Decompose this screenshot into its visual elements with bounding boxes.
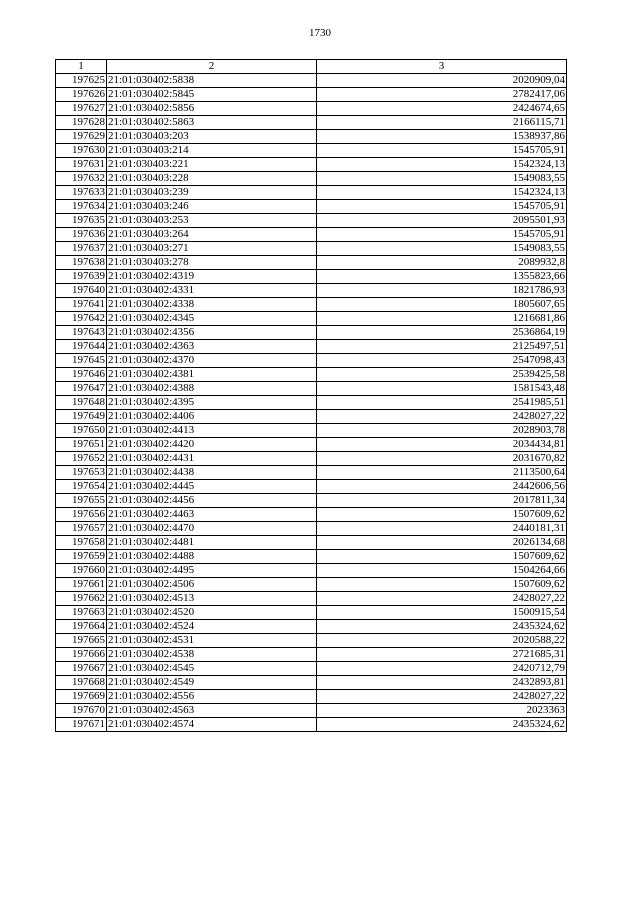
row-number-cell: 197641 [56,298,107,312]
cadastral-number-cell: 21:01:030403:203 [107,130,317,144]
row-number-cell: 197654 [56,480,107,494]
table-row [56,704,567,718]
row-number-cell: 197652 [56,452,107,466]
column-header-3: 3 [317,60,567,74]
row-number-cell: 197628 [56,116,107,130]
value-cell: 1216681,86 [317,312,567,326]
row-number-cell: 197667 [56,662,107,676]
cadastral-number-cell: 21:01:030402:4495 [107,564,317,578]
value-cell: 2547098,43 [317,354,567,368]
table-row [56,690,567,704]
cadastral-number-cell: 21:01:030402:4363 [107,340,317,354]
table-row [56,326,567,340]
value-cell: 2432893,81 [317,676,567,690]
value-cell: 2420712,79 [317,662,567,676]
row-number-cell: 197658 [56,536,107,550]
row-number-cell: 197627 [56,102,107,116]
value-cell: 2539425,58 [317,368,567,382]
row-number-cell: 197634 [56,200,107,214]
cadastral-number-cell: 21:01:030402:4413 [107,424,317,438]
value-cell: 1545705,91 [317,144,567,158]
row-number-cell: 197636 [56,228,107,242]
table-row [56,592,567,606]
table-row [56,564,567,578]
table-row [56,270,567,284]
column-header-1: 1 [56,60,107,74]
table-row [56,354,567,368]
table-row [56,410,567,424]
value-cell: 1507609,62 [317,508,567,522]
value-cell: 1504264,66 [317,564,567,578]
table-row [56,452,567,466]
table-body [56,74,567,732]
row-number-cell: 197662 [56,592,107,606]
cadastral-number-cell: 21:01:030403:253 [107,214,317,228]
cadastral-number-cell: 21:01:030402:4445 [107,480,317,494]
row-number-cell: 197650 [56,424,107,438]
table-row [56,494,567,508]
row-number-cell: 197642 [56,312,107,326]
registry-table [55,59,567,732]
value-cell: 1538937,86 [317,130,567,144]
table-row [56,550,567,564]
table-row [56,74,567,88]
row-number-cell: 197630 [56,144,107,158]
row-number-cell: 197661 [56,578,107,592]
table-row [56,102,567,116]
row-number-cell: 197626 [56,88,107,102]
value-cell: 2023363 [317,704,567,718]
cadastral-number-cell: 21:01:030402:4420 [107,438,317,452]
cadastral-number-cell: 21:01:030402:4556 [107,690,317,704]
row-number-cell: 197637 [56,242,107,256]
row-number-cell: 197638 [56,256,107,270]
value-cell: 2782417,06 [317,88,567,102]
value-cell: 2034434,81 [317,438,567,452]
value-cell: 2125497,51 [317,340,567,354]
value-cell: 2721685,31 [317,648,567,662]
value-cell: 2166115,71 [317,116,567,130]
value-cell: 2536864,19 [317,326,567,340]
row-number-cell: 197646 [56,368,107,382]
cadastral-number-cell: 21:01:030403:246 [107,200,317,214]
cadastral-number-cell: 21:01:030402:5845 [107,88,317,102]
table-row [56,718,567,732]
cadastral-number-cell: 21:01:030402:4456 [107,494,317,508]
row-number-cell: 197657 [56,522,107,536]
value-cell: 2089932,8 [317,256,567,270]
table-row [56,158,567,172]
table-row [56,396,567,410]
value-cell: 1507609,62 [317,578,567,592]
row-number-cell: 197669 [56,690,107,704]
row-number-cell: 197651 [56,438,107,452]
table-row [56,382,567,396]
value-cell: 1500915,54 [317,606,567,620]
cadastral-number-cell: 21:01:030402:4463 [107,508,317,522]
table-row [56,508,567,522]
value-cell: 1542324,13 [317,158,567,172]
value-cell: 2541985,51 [317,396,567,410]
column-header-2: 2 [107,60,317,74]
table-row [56,634,567,648]
table-row [56,186,567,200]
value-cell: 2026134,68 [317,536,567,550]
table-row [56,620,567,634]
cadastral-number-cell: 21:01:030402:4381 [107,368,317,382]
row-number-cell: 197644 [56,340,107,354]
row-number-cell: 197648 [56,396,107,410]
cadastral-number-cell: 21:01:030402:4481 [107,536,317,550]
table-row [56,438,567,452]
row-number-cell: 197665 [56,634,107,648]
value-cell: 2440181,31 [317,522,567,536]
row-number-cell: 197633 [56,186,107,200]
row-number-cell: 197666 [56,648,107,662]
table-row [56,200,567,214]
row-number-cell: 197625 [56,74,107,88]
cadastral-number-cell: 21:01:030403:214 [107,144,317,158]
value-cell: 1549083,55 [317,172,567,186]
cadastral-number-cell: 21:01:030402:4331 [107,284,317,298]
row-number-cell: 197659 [56,550,107,564]
value-cell: 2031670,82 [317,452,567,466]
cadastral-number-cell: 21:01:030402:5838 [107,74,317,88]
cadastral-number-cell: 21:01:030402:4406 [107,410,317,424]
value-cell: 1549083,55 [317,242,567,256]
table-row [56,284,567,298]
value-cell: 2020588,22 [317,634,567,648]
cadastral-number-cell: 21:01:030402:4545 [107,662,317,676]
cadastral-number-cell: 21:01:030402:4338 [107,298,317,312]
value-cell: 2442606,56 [317,480,567,494]
cadastral-number-cell: 21:01:030403:264 [107,228,317,242]
value-cell: 2424674,65 [317,102,567,116]
value-cell: 2113500,64 [317,466,567,480]
table-row [56,676,567,690]
value-cell: 1821786,93 [317,284,567,298]
value-cell: 1581543,48 [317,382,567,396]
table-row [56,312,567,326]
table-row [56,522,567,536]
cadastral-number-cell: 21:01:030402:4319 [107,270,317,284]
row-number-cell: 197671 [56,718,107,732]
table-row [56,242,567,256]
value-cell: 2020909,04 [317,74,567,88]
table-row [56,214,567,228]
value-cell: 2017811,34 [317,494,567,508]
row-number-cell: 197656 [56,508,107,522]
row-number-cell: 197653 [56,466,107,480]
table-row [56,368,567,382]
table-row [56,116,567,130]
table-row [56,606,567,620]
row-number-cell: 197655 [56,494,107,508]
table-row [56,88,567,102]
value-cell: 1545705,91 [317,228,567,242]
cadastral-number-cell: 21:01:030402:4395 [107,396,317,410]
table-header-row [56,60,567,74]
cadastral-number-cell: 21:01:030402:4470 [107,522,317,536]
cadastral-number-cell: 21:01:030402:4524 [107,620,317,634]
cadastral-number-cell: 21:01:030403:271 [107,242,317,256]
cadastral-number-cell: 21:01:030402:4538 [107,648,317,662]
row-number-cell: 197643 [56,326,107,340]
cadastral-number-cell: 21:01:030402:4431 [107,452,317,466]
cadastral-number-cell: 21:01:030402:5863 [107,116,317,130]
table-row [56,648,567,662]
cadastral-number-cell: 21:01:030402:4520 [107,606,317,620]
cadastral-number-cell: 21:01:030402:5856 [107,102,317,116]
cadastral-number-cell: 21:01:030402:4549 [107,676,317,690]
row-number-cell: 197629 [56,130,107,144]
row-number-cell: 197649 [56,410,107,424]
cadastral-number-cell: 21:01:030402:4506 [107,578,317,592]
value-cell: 1805607,65 [317,298,567,312]
table-row [56,130,567,144]
row-number-cell: 197632 [56,172,107,186]
page-number: 1730 [309,27,331,39]
row-number-cell: 197647 [56,382,107,396]
value-cell: 2095501,93 [317,214,567,228]
table-row [56,536,567,550]
cadastral-number-cell: 21:01:030403:239 [107,186,317,200]
value-cell: 2428027,22 [317,592,567,606]
cadastral-number-cell: 21:01:030402:4388 [107,382,317,396]
row-number-cell: 197635 [56,214,107,228]
table-row [56,480,567,494]
cadastral-number-cell: 21:01:030402:4563 [107,704,317,718]
row-number-cell: 197645 [56,354,107,368]
row-number-cell: 197631 [56,158,107,172]
cadastral-number-cell: 21:01:030402:4370 [107,354,317,368]
value-cell: 2435324,62 [317,620,567,634]
cadastral-number-cell: 21:01:030402:4438 [107,466,317,480]
row-number-cell: 197640 [56,284,107,298]
cadastral-number-cell: 21:01:030402:4531 [107,634,317,648]
table-row [56,466,567,480]
value-cell: 2028903,78 [317,424,567,438]
row-number-cell: 197663 [56,606,107,620]
value-cell: 1507609,62 [317,550,567,564]
table-row [56,578,567,592]
table-row [56,256,567,270]
table-row [56,424,567,438]
table-row [56,228,567,242]
row-number-cell: 197668 [56,676,107,690]
table-row [56,340,567,354]
table-row [56,662,567,676]
row-number-cell: 197670 [56,704,107,718]
row-number-cell: 197664 [56,620,107,634]
row-number-cell: 197660 [56,564,107,578]
table-row [56,172,567,186]
value-cell: 1355823,66 [317,270,567,284]
cadastral-number-cell: 21:01:030402:4356 [107,326,317,340]
value-cell: 1545705,91 [317,200,567,214]
row-number-cell: 197639 [56,270,107,284]
value-cell: 1542324,13 [317,186,567,200]
cadastral-number-cell: 21:01:030402:4574 [107,718,317,732]
table-row [56,144,567,158]
value-cell: 2435324,62 [317,718,567,732]
cadastral-number-cell: 21:01:030403:221 [107,158,317,172]
value-cell: 2428027,22 [317,690,567,704]
value-cell: 2428027,22 [317,410,567,424]
cadastral-number-cell: 21:01:030402:4345 [107,312,317,326]
cadastral-number-cell: 21:01:030402:4488 [107,550,317,564]
cadastral-number-cell: 21:01:030402:4513 [107,592,317,606]
cadastral-number-cell: 21:01:030403:278 [107,256,317,270]
cadastral-number-cell: 21:01:030403:228 [107,172,317,186]
table-row [56,298,567,312]
